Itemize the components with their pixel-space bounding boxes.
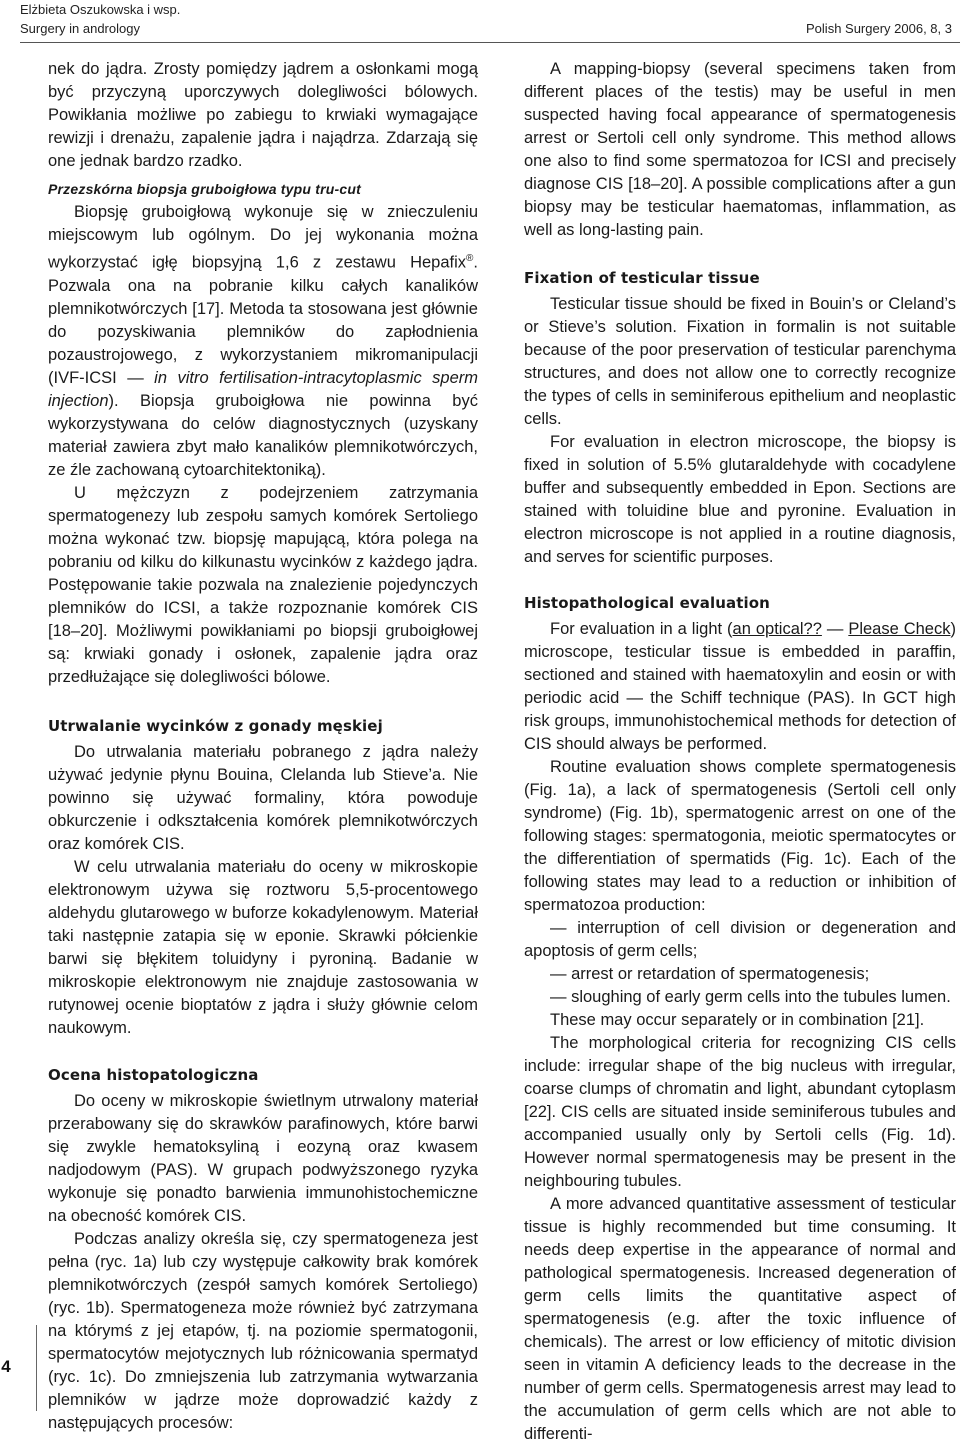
paragraph: Testicular tissue should be fixed in Bouin’s or Cleland’s or Stieve’s solution. Fixation in formalin is not suitable because of the poor preservation of testicular parenchyma structures, and does not allow one to correctly recognize the types of cells in seminiferous epithelium and neoplastic cells. <box>524 295 956 428</box>
header-rule <box>20 42 960 43</box>
header-title: Surgery in andrology <box>20 21 140 36</box>
page-side-rule <box>36 1325 37 1411</box>
paragraph: A mapping-biopsy (several specimens taken from different places of the testis) may be useful in men suspected having focal appearance of spermatogenesis arrest or Sertoli cell only syndrome. This method allows one also to find some spermatozoa for ICSI and precisely diagnose CIS [18–20]. A possible complications after a gun biopsy may be testicular haematomas, inflammation, as well as long-lasting pain. <box>524 60 956 239</box>
header-author: Elżbieta Oszukowska i wsp. <box>20 2 181 17</box>
paragraph <box>48 201 478 482</box>
text-run: For evaluation in a light ( <box>550 620 733 638</box>
registered-mark: ® <box>466 253 474 264</box>
right-column <box>524 58 956 1446</box>
section-heading: Utrwalanie wycinków z gonady męskiej <box>48 716 383 735</box>
editor-query: Please Check <box>848 620 951 638</box>
text-run: — <box>821 620 849 638</box>
paragraph: Podczas analizy określa się, czy spermatogeneza jest pełna (ryc. 1a) lub czy występuje całkowity brak komórek plemnikotwórczych (zespół samych komórek Sertoliego) (ryc. 1b). Spermatogeneza może również być zatrzymana na którymś z jej etapów, tj. na poziomie spermatogonii, spermatocytów mejotycznych lub różnicowania spermatyd (ryc. 1c). Do zmniejszenia lub zatrzymania wytwarzania plemników w jądrze może doprowadzić każdy z następujących procesów: <box>48 1229 478 1432</box>
header-journal: Polish Surgery 2006, 8, 3 <box>806 21 952 36</box>
page-number: 4 <box>1 1357 11 1376</box>
paragraph: nek do jądra. Zrosty pomiędzy jądrem a osłonkami mogą być przyczyną uporczywych dolegliwości bólowych. Powikłania możliwe po zabiegu to krwiaki wymagające rewizji i drenażu, zapalenie jądra i najądrza. Zdarzają się one jednak bardzo rzadko. <box>48 60 478 170</box>
list-item: — sloughing of early germ cells into the tubules lumen. <box>550 988 951 1006</box>
running-header-left <box>20 0 180 38</box>
section-heading: Ocena histopatologiczna <box>48 1065 259 1084</box>
left-column <box>48 58 478 1435</box>
list-item: — interruption of cell division or degeneration and apoptosis of germ cells; <box>524 919 956 960</box>
paragraph: For evaluation in electron microscope, the biopsy is fixed in solution of 5.5% glutaraldehyde with cocadylene buffer and subsequently embedded in Epon. Sections are stained with toluidine blue and pyronine. Evaluation in electron microscope is not applied in a routine diagnosis, and serves for scientific purposes. <box>524 433 956 566</box>
text-run: ). Biopsja gruboigłowa nie powinna być wykorzystywana do celów diagnostycznych (uzyskany materiał zawiera zbyt mało kanalików plemnikotwórczych, ze źle zachowaną cytoarchitektoniką). <box>48 391 478 479</box>
paragraph: Do utrwalania materiału pobranego z jądra należy używać jedynie płynu Bouina, Clelanda lub Stieve’a. Nie powinno się używać formaliny, która powoduje obkurczenie i odkształcenia komórek plemnikotwórczych oraz komórek CIS. <box>48 742 478 853</box>
section-heading: Fixation of testicular tissue <box>524 269 760 287</box>
paragraph: W celu utrwalania materiału do oceny w mikroskopie elektronowym używa się roztworu 5,5-procentowego aldehydu glutarowego w buforze kokadylenowym. Materiał taki następnie zatapia się w eponie. Skrawki półcienkie barwi się błękitem toluidyny i pyroniną. Badanie w mikroskopie elektronowym nie znajduje zastosowania w rutynowej ocenie bioptatów z jądra i służy głównie celom naukowym. <box>48 857 478 1037</box>
paragraph: A more advanced quantitative assessment of testicular tissue is highly recommended but time consuming. It needs deep expertise in the appearance of normal and pathological spermatogenesis. Increased degeneration of germ cells limits the quantitative aspect of spermatogenesis (e.g. after the toxic influence of chemicals). The arrest or low efficiency of mitotic division seen in vitamin A deficiency leads to the decrease in the number of germ cells. Spermatogenesis arrest may lead to the accumulation of germ cells which are not able to differenti- <box>524 1195 956 1443</box>
paragraph: U mężczyzn z podejrzeniem zatrzymania spermatogenezy lub zespołu samych komórek Sertoliego można wykonać tzw. biopsję mapującą, która polega na pobraniu od kilku do kilkunastu wycinków z każdego jądra. Postępowanie takie pozwala na znalezienie pojedynczych plemników do ICSI, a także rozpoznanie komórek CIS [18–20]. Możliwymi powikłaniami po biopsji gruboigłowej są: krwiaki gonady i osłonek, zapalenie jądra oraz przedłużające się dolegliwości bólowe. <box>48 483 478 686</box>
paragraph <box>524 618 956 756</box>
italic-term: in vitro fertilisation-intracytoplasmic sperm injection <box>48 368 479 410</box>
subsection-heading: Przezskórna biopsja gruboigłowa typu tru-cut <box>48 181 361 197</box>
text-run: Biopsję gruboigłową wykonuje się w znieczuleniu miejscowym lub ogólnym. Do jej wykonania można wykorzystać igłę biopsyjną 1,6 z zestawu Hepafix <box>48 203 478 272</box>
paragraph: These may occur separately or in combination [21]. <box>550 1011 925 1029</box>
text-run: . Pozwala ona na pobranie kilku całych kanalików plemnikotwórczych [17]. Metoda ta stosowana jest głównie do pozyskiwania plemników do zapłodnienia pozaustrojowego, z wykorzystaniem mikromanipulacji (IVF-ICSI — <box>48 253 478 387</box>
paragraph: Do oceny w mikroskopie świetlnym utrwalony materiał przerabowany się do skrawków parafinowych, które barwi się zwykle hematoksyliną i eozyną oraz kwasem nadjodowym (PAS). W grupach podwyższonego ryzyka wykonuje się ponadto barwienia immunohistochemiczne na obecność komórek CIS. <box>48 1091 478 1225</box>
paragraph: Routine evaluation shows complete spermatogenesis (Fig. 1a), a lack of spermatogenesis (Sertoli cell only syndrome) (Fig. 1b), spermatogenic arrest on one of the following stages: spermatogonia, meiotic spermatocytes or the differentiation of spermatids (Fig. 1c). Each of the following states may lead to a reduction or inhibition of spermatozoa production: <box>524 758 956 914</box>
text-run: ) microscope, testicular tissue is embedded in paraffin, sectioned and stained with haematoxylin and eosin or with periodic acid — the Schiff technique (PAS). In GCT high risk groups, immunohistochemical methods for detection of CIS should always be performed. <box>524 620 956 753</box>
section-heading: Histopathological evaluation <box>524 594 770 612</box>
paragraph: The morphological criteria for recognizing CIS cells include: irregular shape of the big nucleus with irregular, coarse clumps of chromatin and light, abundant cytoplasm [22]. CIS cells are situated inside seminiferous tubules and accompanied usually only by Sertoli cells (Fig. 1d). However normal spermatogenesis may be present in the neighbouring tubules. <box>524 1034 956 1190</box>
list-item: — arrest or retardation of spermatogenesis; <box>550 965 870 983</box>
editor-query: an optical?? <box>732 620 822 638</box>
